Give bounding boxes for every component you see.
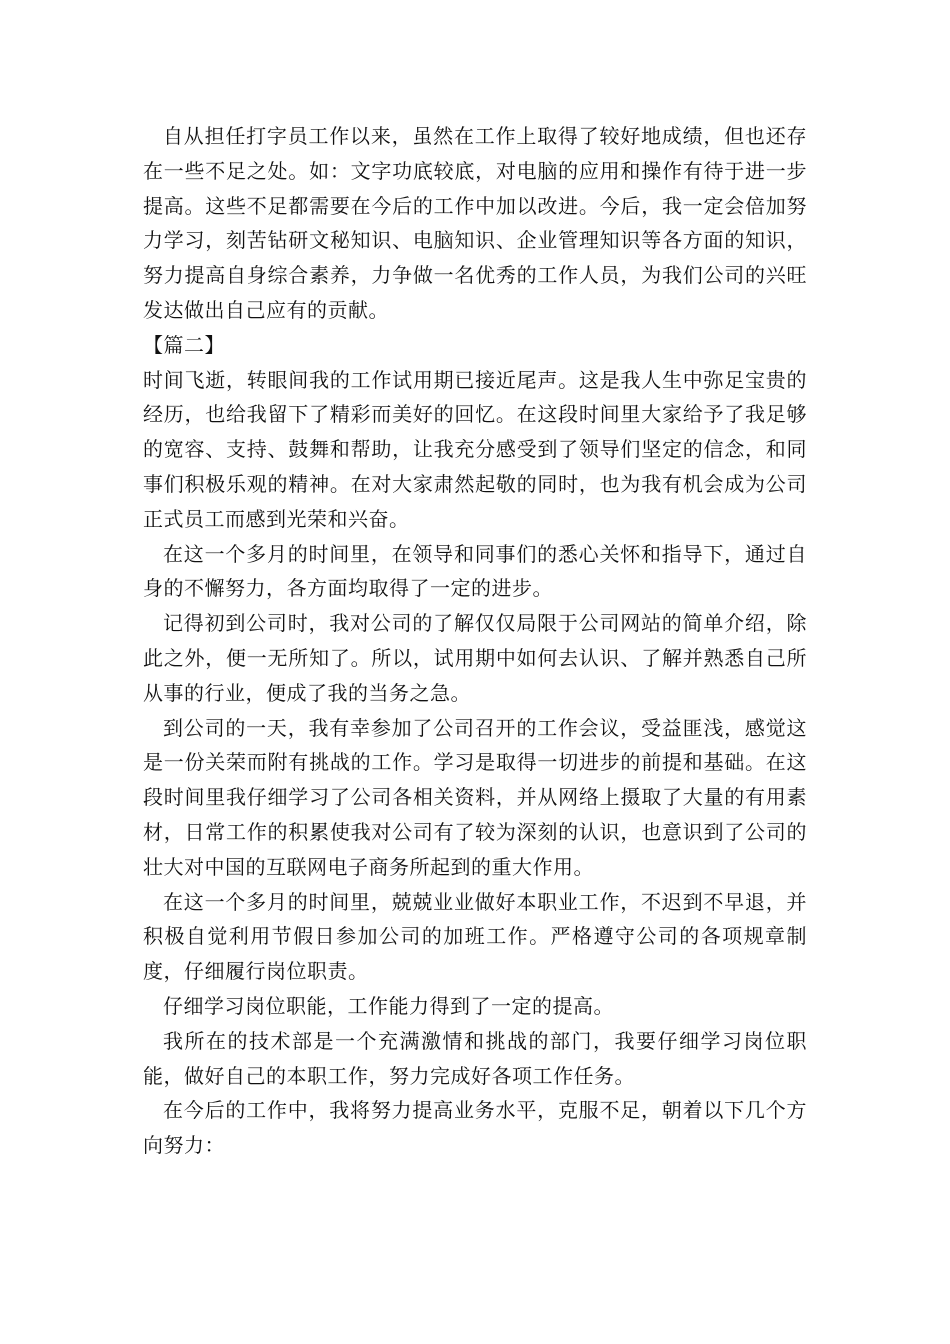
paragraph-progress: 在这一个多月的时间里，在领导和同事们的悉心关怀和指导下，通过自身的不懈努力，各方面均取得了一定的进步。	[143, 541, 807, 601]
paragraph-learning: 到公司的一天，我有幸参加了公司召开的工作会议，受益匪浅，感觉这是一份关荣而附有挑战的工作。学习是取得一切进步的前提和基础。在这段时间里我仔细学习了公司各相关资料，并从网络上摄取了大量的有用素材，日常工作的积累使我对公司有了较为深刻的认识，也意识到了公司的壮大对中国的互联网电子商务所起到的重大作用。	[143, 715, 807, 879]
paragraph-first-days: 记得初到公司时，我对公司的了解仅仅局限于公司网站的简单介绍，除此之外，便一无所知了。所以，试用期中如何去认识、了解并熟悉自己所从事的行业，便成了我的当务之急。	[143, 611, 807, 705]
document-body	[143, 119, 807, 1163]
paragraph-probation-intro: 时间飞逝，转眼间我的工作试用期已接近尾声。这是我人生中弥足宝贵的经历，也给我留下了精彩而美好的回忆。在这段时间里大家给予了我足够的宽容、支持、鼓舞和帮助，让我充分感受到了领导们坚定的信念，和同事们积极乐观的精神。在对大家肃然起敬的同时，也为我有机会成为公司正式员工而感到光荣和兴奋。	[143, 367, 807, 531]
section-heading-part-two: 【篇二】	[143, 332, 225, 357]
paragraph-tech-department: 我所在的技术部是一个充满激情和挑战的部门，我要仔细学习岗位职能，做好自己的本职工作，努力完成好各项工作任务。	[143, 1028, 807, 1088]
paragraph-job-skills: 仔细学习岗位职能，工作能力得到了一定的提高。	[163, 993, 614, 1018]
paragraph-closing-summary: 自从担任打字员工作以来，虽然在工作上取得了较好地成绩，但也还存在一些不足之处。如：文字功底较底，对电脑的应用和操作有待于进一步提高。这些不足都需要在今后的工作中加以改进。今后，我一定会倍加努力学习，刻苦钻研文秘知识、电脑知识、企业管理知识等各方面的知识，努力提高自身综合素养，力争做一名优秀的工作人员，为我们公司的兴旺发达做出自己应有的贡献。	[143, 124, 807, 322]
paragraph-diligence: 在这一个多月的时间里，兢兢业业做好本职业工作，不迟到不早退，并积极自觉利用节假日参加公司的加班工作。严格遵守公司的各项规章制度，仔细履行岗位职责。	[143, 889, 807, 984]
paragraph-future-direction: 在今后的工作中，我将努力提高业务水平，克服不足，朝着以下几个方向努力：	[143, 1098, 807, 1158]
